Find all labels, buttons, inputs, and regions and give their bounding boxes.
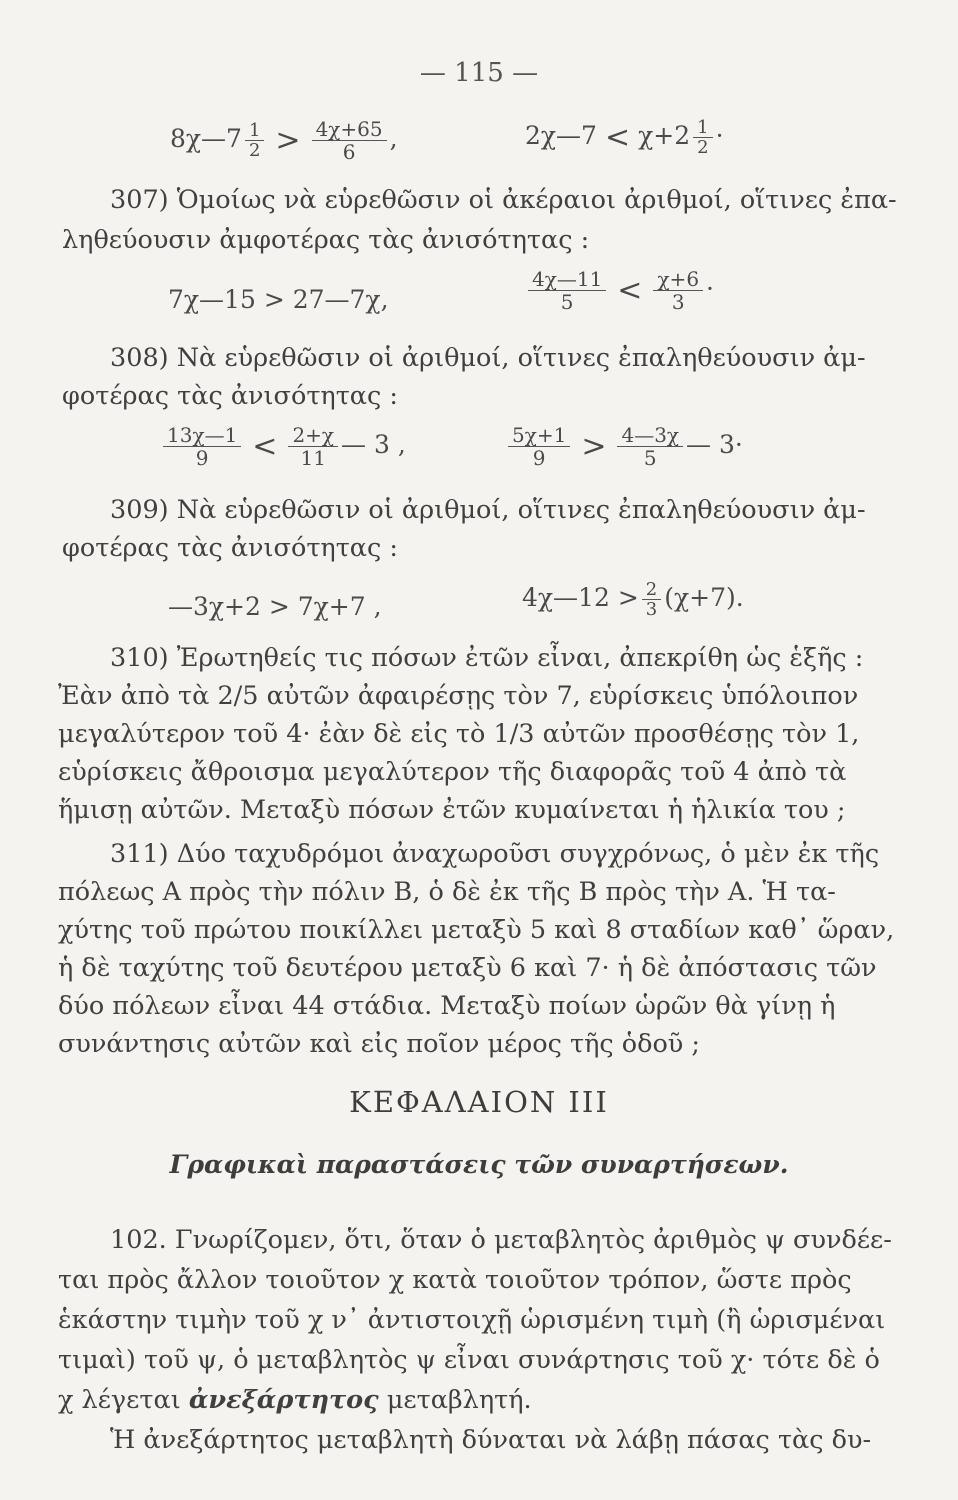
fraction: $\frac{13\chi—1}{9}$ bbox=[163, 424, 241, 469]
fraction: $\frac{\chi+6}{3}$ bbox=[653, 268, 703, 313]
fraction: $\frac{5\chi+1}{9}$ bbox=[508, 424, 570, 469]
p311-line3: χύτης τοῦ πρώτου ποικίλλει μεταξὺ 5 καὶ 8 σταδίων καθ᾽ ὥραν, bbox=[58, 915, 895, 945]
chapter-title: ΚΕΦΑΛΑΙΟΝ III bbox=[349, 1085, 609, 1119]
fraction: $\frac{1}{2}$ bbox=[693, 118, 712, 157]
p307-eq-right: $\frac{4\chi—11}{5}$ < $\frac{\chi+6}{3}$ · bbox=[525, 268, 714, 313]
chapter-subtitle: Γραφικαὶ παραστάσεις τῶν συναρτήσεων. bbox=[169, 1150, 789, 1179]
p309-eq-right: 4χ—12 > $\frac{2}{3}$ (χ+7). bbox=[522, 579, 744, 620]
p307-line2: ληθεύουσιν ἀμφοτέρας τὰς ἀνισότητας : bbox=[62, 225, 590, 255]
p102-line4: τιμαὶ) τοῦ ψ, ὁ μεταβλητὸς ψ εἶναι συνάρτησις τοῦ χ· τότε δὲ ὁ bbox=[58, 1345, 880, 1375]
fraction: $\frac{4—3\chi}{5}$ bbox=[617, 424, 683, 469]
relation: > bbox=[275, 123, 301, 158]
p308-eq-left: $\frac{13\chi—1}{9}$ < $\frac{2+\chi}{11}$ — 3 , bbox=[160, 424, 406, 469]
p309-line1: 309) Νὰ εὑρεθῶσιν οἱ ἀριθμοί, οἵτινες ἐπαληθεύουσιν ἀμ- bbox=[110, 495, 866, 525]
fraction: $\frac{4\chi+65}{6}$ bbox=[312, 118, 387, 163]
fraction: $\frac{2+\chi}{11}$ bbox=[288, 424, 338, 469]
p308-line2: φοτέρας τὰς ἀνισότητας : bbox=[62, 381, 399, 411]
p311-line1: 311) Δύο ταχυδρόμοι ἀναχωροῦσι συγχρόνως, ὁ μὲν ἐκ τῆς bbox=[110, 839, 880, 869]
p308-eq-right: $\frac{5\chi+1}{9}$ > $\frac{4—3\chi}{5}$ — 3· bbox=[505, 424, 743, 469]
emphasis-term: ἀνεξάρτητος bbox=[188, 1385, 379, 1415]
p308-line1: 308) Νὰ εὑρεθῶσιν οἱ ἀριθμοί, οἵτινες ἐπαληθεύουσιν ἀμ- bbox=[110, 343, 866, 373]
p102-line1: 102. Γνωρίζομεν, ὅτι, ὅταν ὁ μεταβλητὸς ἀριθμὸς ψ συνδέε- bbox=[110, 1225, 892, 1255]
p307-eq-left: 7χ—15 > 27—7χ, bbox=[168, 285, 389, 314]
eq-top-left: 8χ—7 $\frac{1}{2}$ > $\frac{4\chi+65}{6}$ , bbox=[170, 117, 398, 164]
fraction: $\frac{4\chi—11}{5}$ bbox=[528, 268, 606, 313]
p311-line6: συνάντησις αὐτῶν καὶ εἰς ποῖον μέρος τῆς ὁδοῦ ; bbox=[58, 1029, 701, 1059]
p102-line6: Ἡ ἀνεξάρτητος μεταβλητὴ δύναται νὰ λάβῃ πάσας τὰς δυ- bbox=[110, 1425, 872, 1455]
p102-line3: ἑκάστην τιμὴν τοῦ χ ν᾽ ἀντιστοιχῇ ὡρισμένη τιμὴ (ἢ ὡρισμέναι bbox=[58, 1305, 886, 1335]
p310-line2: Ἐὰν ἀπὸ τὰ 2/5 αὐτῶν ἀφαιρέσῃς τὸν 7, εὑρίσκεις ὑπόλοιπον bbox=[58, 681, 859, 711]
p307-line1: 307) Ὁμοίως νὰ εὑρεθῶσιν οἱ ἀκέραιοι ἀριθμοί, οἵτινες ἐπα- bbox=[110, 185, 897, 215]
p310-line3: μεγαλύτερον τοῦ 4· ἐὰν δὲ εἰς τὸ 1/3 αὐτῶν προσθέσῃς τὸν 1, bbox=[58, 719, 860, 749]
p309-eq-left: —3χ+2 > 7χ+7 , bbox=[168, 592, 382, 621]
p311-line4: ἡ δὲ ταχύτης τοῦ δευτέρου μεταξὺ 6 καὶ 7· ἡ δὲ ἀπόστασις τῶν bbox=[58, 953, 877, 983]
eq-top-right: 2χ—7 < χ+2 $\frac{1}{2}$ · bbox=[525, 117, 724, 158]
eq-term: 8χ—7 bbox=[170, 124, 242, 153]
fraction: $\frac{1}{2}$ bbox=[245, 121, 264, 160]
p102-line2: ται πρὸς ἄλλον τοιοῦτον χ κατὰ τοιοῦτον τρόπον, ὥστε πρὸς bbox=[58, 1265, 852, 1295]
p102-line5: χ λέγεται ἀνεξάρτητος μεταβλητή. bbox=[58, 1385, 532, 1415]
p309-line2: φοτέρας τὰς ἀνισότητας : bbox=[62, 533, 399, 563]
p310-line1: 310) Ἐρωτηθείς τις πόσων ἐτῶν εἶναι, ἀπεκρίθη ὡς ἑξῆς : bbox=[110, 643, 864, 673]
p310-line5: ἥμισῃ αὐτῶν. Μεταξὺ πόσων ἐτῶν κυμαίνεται ἡ ἡλικία του ; bbox=[58, 795, 846, 825]
fraction: $\frac{2}{3}$ bbox=[642, 580, 661, 619]
page-number: — 115 — bbox=[419, 58, 539, 88]
p310-line4: εὑρίσκεις ἄθροισμα μεγαλύτερον τῆς διαφορᾶς τοῦ 4 ἀπὸ τὰ bbox=[58, 757, 847, 787]
p311-line5: δύο πόλεων εἶναι 44 στάδια. Μεταξὺ ποίων ὡρῶν θὰ γίνῃ ἡ bbox=[58, 991, 836, 1021]
p311-line2: πόλεως Α πρὸς τὴν πόλιν Β, ὁ δὲ ἐκ τῆς Β πρὸς τὴν Α. Ἡ τα- bbox=[58, 877, 836, 907]
